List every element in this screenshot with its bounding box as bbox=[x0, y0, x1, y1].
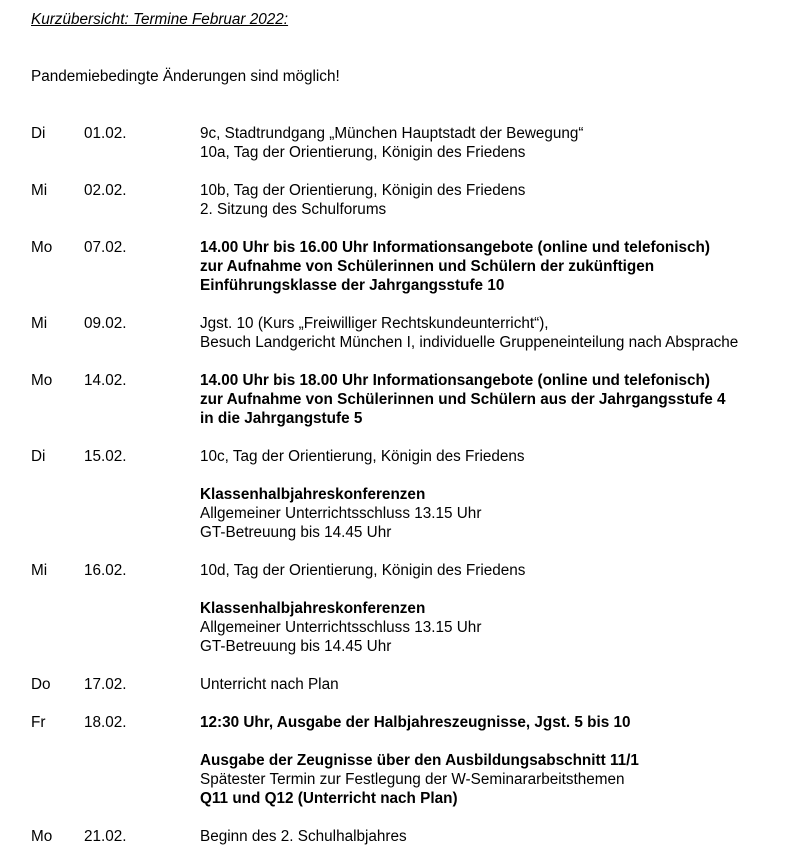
entry-weekday: Di bbox=[31, 125, 46, 142]
entry-date: 09.02. bbox=[84, 315, 127, 332]
entry-line: Beginn des 2. Schulhalbjahres bbox=[200, 828, 407, 845]
entry-line: GT-Betreuung bis 14.45 Uhr bbox=[200, 638, 392, 655]
entry-date: 16.02. bbox=[84, 562, 127, 579]
entry-weekday: Di bbox=[31, 448, 46, 465]
entry-line: 14.00 Uhr bis 16.00 Uhr Informationsangebote (online und telefonisch) bbox=[200, 239, 710, 256]
entry-date: 14.02. bbox=[84, 372, 127, 389]
entry-description bbox=[200, 827, 407, 846]
entry-weekday: Fr bbox=[31, 714, 46, 731]
entry-date: 01.02. bbox=[84, 125, 127, 142]
entry-description bbox=[200, 181, 525, 219]
entry-weekday: Mi bbox=[31, 315, 48, 332]
entry-description bbox=[200, 124, 584, 162]
entry-line: Allgemeiner Unterrichtsschluss 13.15 Uhr bbox=[200, 619, 482, 636]
entry-line: Spätester Termin zur Festlegung der W-Seminararbeitsthemen bbox=[200, 771, 625, 788]
entry-line: 10c, Tag der Orientierung, Königin des Friedens bbox=[200, 448, 525, 465]
entry-date: 02.02. bbox=[84, 182, 127, 199]
pandemic-notice: Pandemiebedingte Änderungen sind möglich! bbox=[31, 68, 340, 85]
entry-line: zur Aufnahme von Schülerinnen und Schülern aus der Jahrgangsstufe 4 bbox=[200, 391, 726, 408]
entry-date: 15.02. bbox=[84, 448, 127, 465]
entry-weekday: Mo bbox=[31, 828, 53, 845]
entry-line: Ausgabe der Zeugnisse über den Ausbildungsabschnitt 11/1 bbox=[200, 752, 639, 769]
entry-weekday: Mi bbox=[31, 562, 48, 579]
entry-spacer bbox=[200, 732, 639, 751]
entry-description bbox=[200, 314, 738, 352]
entry-date: 21.02. bbox=[84, 828, 127, 845]
entry-line: 10b, Tag der Orientierung, Königin des Friedens bbox=[200, 182, 526, 199]
entry-line: in die Jahrgangstufe 5 bbox=[200, 410, 363, 427]
entry-line: Q11 und Q12 (Unterricht nach Plan) bbox=[200, 790, 458, 807]
entry-description bbox=[200, 447, 525, 542]
entry-line: Allgemeiner Unterrichtsschluss 13.15 Uhr bbox=[200, 505, 482, 522]
entry-line: zur Aufnahme von Schülerinnen und Schülern der zukünftigen bbox=[200, 258, 655, 275]
entry-line: Klassenhalbjahreskonferenzen bbox=[200, 486, 426, 503]
entry-date: 07.02. bbox=[84, 239, 127, 256]
entry-line: 9c, Stadtrundgang „München Hauptstadt der Bewegung“ bbox=[200, 125, 584, 142]
entry-line: Jgst. 10 (Kurs „Freiwilliger Rechtskundeunterricht“), bbox=[200, 315, 549, 332]
entry-line: 12:30 Uhr, Ausgabe der Halbjahreszeugnisse, Jgst. 5 bis 10 bbox=[200, 714, 631, 731]
entry-spacer bbox=[200, 580, 525, 599]
entry-line: Unterricht nach Plan bbox=[200, 676, 339, 693]
entry-description bbox=[200, 561, 525, 656]
entry-description bbox=[200, 675, 339, 694]
entry-line: GT-Betreuung bis 14.45 Uhr bbox=[200, 524, 392, 541]
entry-line: Einführungsklasse der Jahrgangsstufe 10 bbox=[200, 277, 505, 294]
entry-line: Besuch Landgericht München I, individuelle Gruppeneinteilung nach Absprache bbox=[200, 334, 739, 351]
entry-description bbox=[200, 371, 726, 428]
entry-line: 14.00 Uhr bis 18.00 Uhr Informationsangebote (online und telefonisch) bbox=[200, 372, 710, 389]
entry-weekday: Do bbox=[31, 676, 51, 693]
entry-date: 17.02. bbox=[84, 676, 127, 693]
entry-spacer bbox=[200, 466, 525, 485]
entry-line: 2. Sitzung des Schulforums bbox=[200, 201, 387, 218]
entry-weekday: Mo bbox=[31, 239, 53, 256]
entry-description bbox=[200, 238, 710, 295]
document-title: Kurzübersicht: Termine Februar 2022: bbox=[31, 11, 289, 28]
entry-line: 10a, Tag der Orientierung, Königin des Friedens bbox=[200, 144, 526, 161]
entry-description bbox=[200, 713, 639, 808]
entry-line: Klassenhalbjahreskonferenzen bbox=[200, 600, 426, 617]
entry-weekday: Mi bbox=[31, 182, 48, 199]
entry-line: 10d, Tag der Orientierung, Königin des Friedens bbox=[200, 562, 526, 579]
entry-weekday: Mo bbox=[31, 372, 53, 389]
entry-date: 18.02. bbox=[84, 714, 127, 731]
